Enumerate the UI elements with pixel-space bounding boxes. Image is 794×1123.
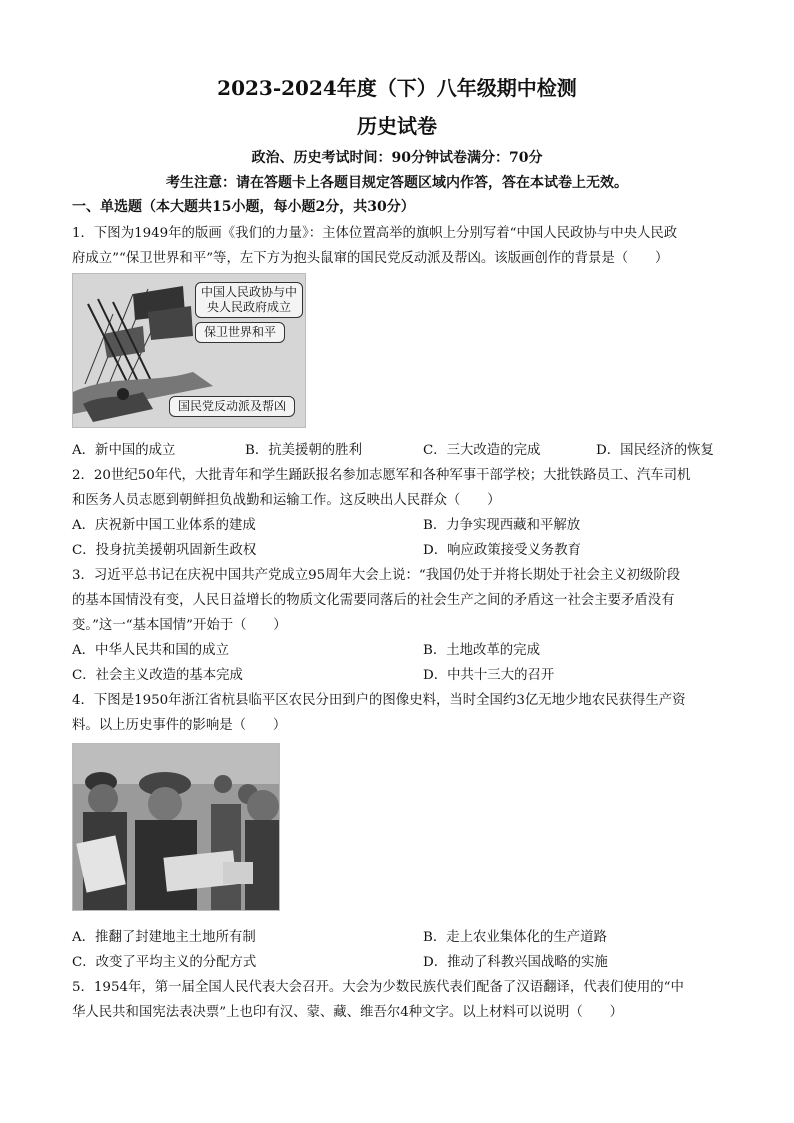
q1-option-d[interactable]: D．国民经济的恢复 (596, 443, 714, 458)
q3-option-c[interactable]: C．社会主义改造的基本完成 (72, 668, 243, 683)
q2-option-a[interactable]: A．庆祝新中国工业体系的建成 (72, 518, 256, 533)
q2-option-d[interactable]: D．响应政策接受义务教育 (423, 543, 582, 558)
exam-notice: 考生注意：请在答题卡上各题目规定答题区域内作答，答在本试卷上无效。 (166, 175, 628, 191)
q5-stem-line2: 华人民共和国宪法表决票”上也印有汉、蒙、藏、维吾尔4种文字。以上材料可以说明（ ） (72, 1005, 623, 1020)
q1-option-a[interactable]: A．新中国的成立 (72, 443, 176, 458)
exam-title: 2023-2024年度（下）八年级期中检测 (217, 76, 577, 100)
q2-option-c[interactable]: C．投身抗美援朝巩固新生政权 (72, 543, 257, 558)
flag-label-government (195, 282, 303, 318)
q1-option-b[interactable]: B．抗美援朝的胜利 (245, 443, 362, 458)
woodcut-figure (72, 273, 306, 428)
q4-option-c[interactable]: C．改变了平均主义的分配方式 (72, 955, 257, 970)
exam-info: 政治、历史考试时间：90分钟试卷满分：70分 (251, 150, 543, 166)
q2-stem-line2: 和医务人员志愿到朝鲜担负战勤和运输工作。这反映出人民群众（ ） (72, 493, 501, 508)
q4-option-a[interactable]: A．推翻了封建地主土地所有制 (72, 930, 256, 945)
q4-stem-line2: 料。以上历史事件的影响是（ ） (72, 718, 287, 733)
land-reform-photo (72, 743, 280, 911)
flag-label-line2: 央人民政府成立 (206, 300, 291, 314)
q4-stem-line1: 4．下图是1950年浙江省杭县临平区农民分田到户的图像史料，当时全国约3亿无地少地农民获得生产资 (72, 693, 686, 708)
q4-option-b[interactable]: B．走上农业集体化的生产道路 (423, 930, 607, 945)
q3-option-a[interactable]: A．中华人民共和国的成立 (72, 643, 229, 658)
q4-option-d[interactable]: D．推动了科教兴国战略的实施 (423, 955, 608, 970)
flag-label-peace: 保卫世界和平 (195, 322, 285, 343)
q1-option-c[interactable]: C．三大改造的完成 (423, 443, 541, 458)
q2-stem-line1: 2．20世纪50年代，大批青年和学生踊跃报名参加志愿军和各种军事干部学校；大批铁路员工、汽车司机 (72, 468, 691, 483)
q3-option-d[interactable]: D．中共十三大的召开 (423, 668, 555, 683)
q3-stem-line1: 3．习近平总书记在庆祝中国共产党成立95周年大会上说：“我国仍处于并将长期处于社会主义初级阶段 (72, 568, 681, 583)
q1-stem-line1: 1．下图为1949年的版画《我们的力量》：主体位置高举的旗帜上分别写着“中国人民政协与中央人民政 (72, 226, 678, 241)
q1-stem-line2: 府成立”“保卫世界和平”等，左下方为抱头鼠窜的国民党反动派及帮凶。该版画创作的背景是（ ） (72, 251, 669, 266)
exam-subject: 历史试卷 (357, 114, 437, 138)
q5-stem-line1: 5．1954年，第一届全国人民代表大会召开。大会为少数民族代表们配备了汉语翻译，代表们使用的“中 (72, 980, 684, 995)
section-heading: 一、单选题（本大题共15小题，每小题2分，共30分） (72, 199, 415, 215)
q3-stem-line3: 变。”这一“基本国情”开始于（ ） (72, 618, 287, 633)
flag-label-line1: 中国人民政协与中 (200, 285, 297, 299)
q3-option-b[interactable]: B．土地改革的完成 (423, 643, 540, 658)
q2-option-b[interactable]: B．力争实现西藏和平解放 (423, 518, 581, 533)
q3-stem-line2: 的基本国情没有变，人民日益增长的物质文化需要同落后的社会生产之间的矛盾这一社会主要矛盾没有 (72, 593, 675, 608)
land-reform-photo-image (73, 744, 279, 910)
label-kmt: 国民党反动派及帮凶 (169, 396, 295, 417)
